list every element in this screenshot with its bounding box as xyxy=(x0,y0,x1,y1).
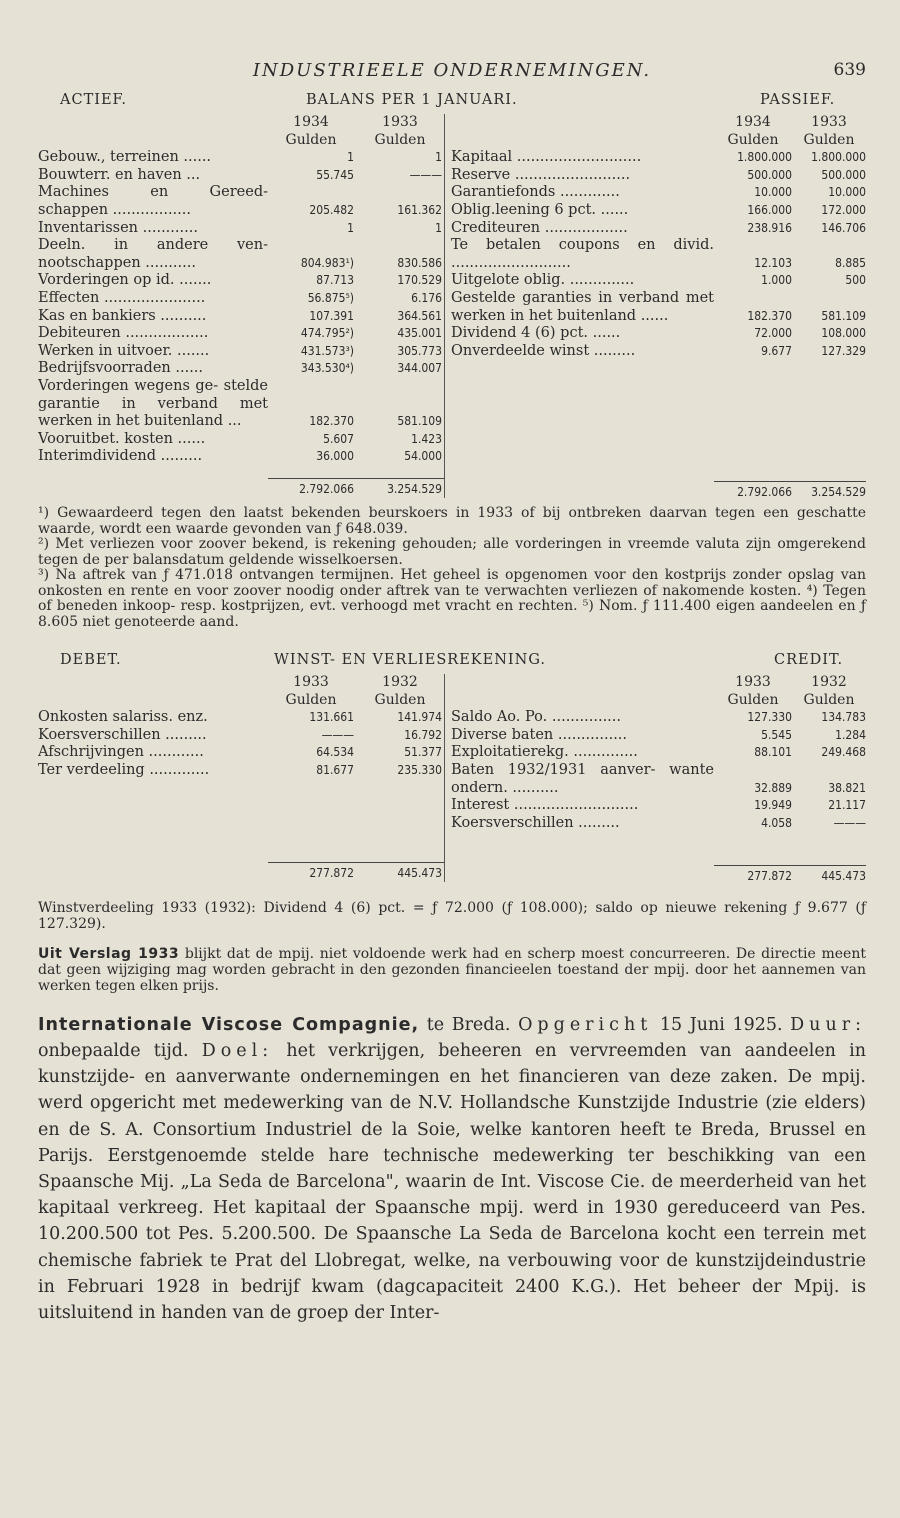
credit-total-1932: 445.473 xyxy=(792,865,866,886)
asset-value-1: 36.000 xyxy=(316,449,354,464)
asset-label: Effecten ...................... xyxy=(38,289,206,306)
credit-value-2: 38.821 xyxy=(828,780,866,795)
balance-headings xyxy=(38,92,866,114)
liability-row xyxy=(451,237,866,272)
debit-label: Afschrijvingen ............ xyxy=(38,744,204,761)
asset-value-2: 170.529 xyxy=(397,273,442,288)
asset-value-1: 205.482 xyxy=(309,202,354,217)
asset-value-1: 1 xyxy=(347,220,354,235)
liability-value-1: 10.000 xyxy=(754,185,792,200)
liabilities-heading: PASSIEF. xyxy=(760,92,836,108)
assets-total-1934: 2.792.066 xyxy=(268,478,358,499)
asset-label: Bedrijfsvoorraden ...... xyxy=(38,360,204,377)
liability-label: Onverdeelde winst ......... xyxy=(451,342,636,359)
debit-heading: DEBET. xyxy=(60,652,122,669)
liability-row xyxy=(451,167,866,185)
liability-value-2: 500 xyxy=(845,273,866,288)
asset-value-2: 161.362 xyxy=(397,202,442,217)
liability-label: Uitgelote oblig. .............. xyxy=(451,272,635,289)
asset-value-2: 435.001 xyxy=(397,326,442,341)
page-title: INDUSTRIEELE ONDERNEMINGEN. xyxy=(252,60,652,81)
liability-value-2: 8.885 xyxy=(835,255,866,270)
asset-value-2: 581.109 xyxy=(397,414,442,429)
company-entry xyxy=(38,1012,866,1326)
liability-row xyxy=(451,343,866,361)
asset-value-1: 431.573³) xyxy=(300,343,354,358)
liability-value-1: 238.916 xyxy=(747,220,792,235)
asset-value-1: 474.795²) xyxy=(300,326,354,341)
liability-row xyxy=(451,220,866,238)
debit-value-2: 16.792 xyxy=(404,727,442,742)
liability-value-2: 581.109 xyxy=(821,308,866,323)
asset-value-2: 54.000 xyxy=(404,449,442,464)
credit-heading: CREDIT. xyxy=(774,652,844,669)
asset-value-2: 6.176 xyxy=(411,290,442,305)
liability-value-2: 108.000 xyxy=(821,326,866,341)
debit-total-1933: 277.872 xyxy=(268,862,358,883)
asset-value-2: 344.007 xyxy=(397,361,442,376)
pnl-title: WINST- EN VERLIESREKENING. xyxy=(274,652,546,669)
debit-label: Onkosten salariss. enz. xyxy=(38,709,208,726)
asset-row xyxy=(38,360,444,378)
founded-label: Opgericht xyxy=(518,1014,653,1035)
debit-row xyxy=(38,762,444,780)
asset-label: Vooruitbet. kosten ...... xyxy=(38,430,206,447)
credit-value-1: 32.889 xyxy=(754,780,792,795)
running-head xyxy=(38,52,866,92)
liability-value-1: 1.000 xyxy=(761,273,792,288)
debit-value-2: 141.974 xyxy=(397,710,442,725)
liability-label: Oblig.leening 6 pct. ...... xyxy=(451,201,629,218)
liability-label: Gestelde garanties in verband met werken in het buitenland ...... xyxy=(451,289,714,324)
pnl-headings xyxy=(38,652,866,674)
liability-value-2: 10.000 xyxy=(828,185,866,200)
liability-row xyxy=(451,202,866,220)
credit-label: Baten 1932/1931 aanver- wante ondern. .......... xyxy=(451,762,714,796)
assets-year-header: 1934 1933 xyxy=(293,114,418,130)
page xyxy=(38,52,866,1326)
assets-total-row xyxy=(38,478,444,499)
asset-label: Deeln. in andere ven- nootschappen ........... xyxy=(38,237,268,271)
asset-row xyxy=(38,431,444,449)
footnote: ²) Met verliezen voor zoover bekend, is rekening gehouden; alle vorderingen in vreemde valuta zijn omgerekend tegen de per balansdatum geldende wisselkoersen. xyxy=(38,536,866,568)
asset-row xyxy=(38,220,444,238)
credit-row xyxy=(451,815,866,833)
asset-row xyxy=(38,149,444,167)
liabilities-column xyxy=(445,114,866,498)
founded-value: 15 Juni 1925. xyxy=(652,1014,791,1035)
debit-row xyxy=(38,709,444,727)
asset-row xyxy=(38,343,444,361)
asset-value-1: 1 xyxy=(347,150,354,165)
footnote: ¹) Gewaardeerd tegen den laatst bekenden beurskoers in 1933 of bij ontbreken daarvan tegen een geschatte waarde, wordt een waarde gevonden van ƒ 648.039. xyxy=(38,505,866,537)
debit-row xyxy=(38,744,444,762)
duration-label: Duur: xyxy=(790,1014,866,1035)
asset-value-1: 87.713 xyxy=(316,273,354,288)
debit-column xyxy=(38,674,445,882)
asset-row xyxy=(38,325,444,343)
liability-value-2: 146.706 xyxy=(821,220,866,235)
credit-label: Diverse baten ............... xyxy=(451,726,628,743)
asset-label: Gebouw., terreinen ...... xyxy=(38,149,212,166)
credit-label: Exploitatierekg. .............. xyxy=(451,744,638,761)
liability-row xyxy=(451,149,866,167)
asset-row xyxy=(38,290,444,308)
page-number: 639 xyxy=(833,60,866,80)
balance-title: BALANS PER 1 JANUARI. xyxy=(306,92,518,108)
company-name: Internationale Viscose Compagnie, xyxy=(38,1014,420,1035)
credit-unit-header: Gulden Gulden xyxy=(727,691,855,708)
credit-label: Koersverschillen ......... xyxy=(451,814,620,831)
asset-value-1: 5.607 xyxy=(323,431,354,446)
assets-unit-header: Gulden Gulden xyxy=(285,131,426,148)
asset-label: Kas en bankiers .......... xyxy=(38,307,207,324)
profit-distribution: Winstverdeeling 1933 (1932): Dividend 4 (6) pct. = ƒ 72.000 (ƒ 108.000); saldo op nieuwe rekening ƒ 9.677 (ƒ 127.329). xyxy=(38,899,866,932)
liability-label: Te betalen coupons en divid. .......................... xyxy=(451,237,714,271)
debit-total-row xyxy=(38,862,444,883)
asset-row xyxy=(38,167,444,185)
debit-label: Ter verdeeling ............. xyxy=(38,762,210,779)
asset-value-1: 343.530⁴) xyxy=(300,361,354,376)
liability-row xyxy=(451,184,866,202)
asset-value-2: 305.773 xyxy=(397,343,442,358)
asset-row xyxy=(38,378,444,431)
asset-value-1: 804.983¹) xyxy=(300,255,354,270)
balance-sheet xyxy=(38,92,866,502)
liability-value-1: 72.000 xyxy=(754,326,792,341)
duration-value: onbepaalde tijd. xyxy=(38,1041,202,1062)
asset-label: Vorderingen wegens ge- stelde garantie in verband met werken in het buitenland ... xyxy=(38,377,268,430)
assets-heading: ACTIEF. xyxy=(60,92,127,108)
debit-unit-header: Gulden Gulden xyxy=(285,691,426,708)
debit-total-1932: 445.473 xyxy=(358,862,444,883)
purpose-label: Doel: xyxy=(201,1041,274,1062)
liability-value-2: 127.329 xyxy=(821,343,866,358)
asset-label: Bouwterr. en haven ... xyxy=(38,166,201,183)
credit-column xyxy=(445,674,866,882)
company-location: te Breda. xyxy=(419,1014,519,1035)
liability-value-1: 182.370 xyxy=(747,308,792,323)
debit-row xyxy=(38,727,444,745)
asset-label: Werken in uitvoer. ....... xyxy=(38,342,210,359)
debit-value-1: ——— xyxy=(321,727,354,742)
liability-value-1: 1.800.000 xyxy=(737,150,792,165)
profit-loss-account xyxy=(38,652,866,886)
debit-value-1: 131.661 xyxy=(309,710,354,725)
asset-row xyxy=(38,308,444,326)
liability-label: Crediteuren .................. xyxy=(451,219,628,236)
credit-total-1933: 277.872 xyxy=(714,865,792,886)
liability-label: Garantiefonds ............. xyxy=(451,184,620,201)
debit-value-1: 81.677 xyxy=(316,763,354,778)
asset-value-2: 1 xyxy=(435,220,442,235)
credit-label: Interest ........................... xyxy=(451,797,639,814)
report-text: blijkt dat de mpij. niet voldoende werk had en scherp moest concurreeren. De directie meent dat geen wijziging mag worden gebracht in den gezonden financieelen toestand der mpij. door het aannemen van werken tegen elken prijs. xyxy=(38,945,866,994)
footnote: ³) Na aftrek van ƒ 471.018 ontvangen termijnen. Het geheel is opgenomen voor den kostprijs zonder opslag van onkosten en rente en voor zoover noodig onder aftrek van te verwachten verliezen of nakomende kosten. ⁴) Tegen of beneden inkoop- resp. kostprijzen, evt. verhoogd met vracht en rechten. ⁵) Nom. ƒ 111.400 eigen aandeelen en ƒ 8.605 niet genoteerde aand. xyxy=(38,567,866,630)
debit-label: Koersverschillen ......... xyxy=(38,726,207,743)
asset-value-2: 1 xyxy=(435,150,442,165)
credit-row xyxy=(451,762,866,797)
liabilities-unit-header: Gulden Gulden xyxy=(727,131,855,148)
credit-label: Saldo Ao. Po. ............... xyxy=(451,709,621,726)
liabilities-total-1934: 2.792.066 xyxy=(714,481,792,502)
credit-value-1: 5.545 xyxy=(761,727,792,742)
liability-row xyxy=(451,272,866,290)
asset-row xyxy=(38,184,444,219)
liability-value-1: 166.000 xyxy=(747,202,792,217)
liability-value-2: 500.000 xyxy=(821,167,866,182)
debit-value-2: 235.330 xyxy=(397,763,442,778)
debit-value-1: 64.534 xyxy=(316,745,354,760)
footnotes xyxy=(38,506,866,630)
asset-value-1: 182.370 xyxy=(309,414,354,429)
credit-value-2: 1.284 xyxy=(835,727,866,742)
liability-label: Kapitaal ........................... xyxy=(451,149,642,166)
asset-label: Interimdividend ......... xyxy=(38,448,203,465)
asset-value-2: 364.561 xyxy=(397,308,442,323)
asset-value-2: ——— xyxy=(409,167,442,182)
liabilities-total-1933: 3.254.529 xyxy=(792,481,866,502)
asset-value-1: 56.875⁵) xyxy=(307,290,354,305)
liability-value-2: 1.800.000 xyxy=(811,150,866,165)
credit-value-1: 19.949 xyxy=(754,798,792,813)
asset-value-2: 830.586 xyxy=(397,255,442,270)
asset-label: Vorderingen op id. ....... xyxy=(38,272,212,289)
debit-year-header: 1933 1932 xyxy=(293,674,418,691)
credit-row xyxy=(451,744,866,762)
credit-value-1: 127.330 xyxy=(747,710,792,725)
liability-row xyxy=(451,325,866,343)
credit-value-1: 88.101 xyxy=(754,745,792,760)
credit-row xyxy=(451,797,866,815)
asset-label: Inventarissen ............ xyxy=(38,219,198,236)
asset-label: Debiteuren .................. xyxy=(38,325,209,342)
credit-value-2: 249.468 xyxy=(821,745,866,760)
credit-value-2: ——— xyxy=(833,815,866,830)
credit-value-2: 21.117 xyxy=(828,798,866,813)
asset-row xyxy=(38,272,444,290)
credit-row xyxy=(451,727,866,745)
assets-total-1933: 3.254.529 xyxy=(358,478,444,499)
company-body: het verkrijgen, beheeren en vervreemden van aandeelen in kunstzijde- en aanverwante ondernemingen en het financieren van deze zaken. De mpij. werd opgericht met medewerking van de N.V. Hollandsche Kunstzijde Industrie (zie elders) en de S. A. Consortium Industriel de la Soie, welke kantoren heeft te Breda, Brussel en Parijs. Eerstgenoemde stelde hare technische medewerking ter beschikking van een Spaansche Mij. „La Seda de Barcelona", waarin de Int. Viscose Cie. de meerderheid van het kapitaal verkreeg. Het kapitaal der Spaansche mpij. werd in 1930 gereduceerd van Pes. 10.200.500 tot Pes. 5.200.500. De Spaansche La Seda de Barcelona kocht een terrein met chemische fabriek te Prat del Llobregat, welke, na verbouwing voor de kunstzijdeindustrie in Februari 1928 in bedrijf kwam (dagcapaciteit 2400 K.G.). Het beheer der Mpij. is uitsluitend in handen van de groep der Inter- xyxy=(38,1041,866,1324)
asset-value-1: 55.745 xyxy=(316,167,354,182)
liability-value-1: 500.000 xyxy=(747,167,792,182)
asset-label: Machines en Gereed- schappen ................. xyxy=(38,184,268,218)
asset-row xyxy=(38,448,444,466)
liability-label: Reserve ......................... xyxy=(451,166,631,183)
liability-value-2: 172.000 xyxy=(821,202,866,217)
assets-column xyxy=(38,114,445,498)
liability-label: Dividend 4 (6) pct. ...... xyxy=(451,325,621,342)
credit-value-2: 134.783 xyxy=(821,710,866,725)
asset-row xyxy=(38,237,444,272)
liabilities-year-header: 1934 1933 xyxy=(735,114,847,130)
asset-value-2: 1.423 xyxy=(411,431,442,446)
credit-year-header: 1933 1932 xyxy=(735,674,847,691)
credit-row xyxy=(451,709,866,727)
debit-value-2: 51.377 xyxy=(404,745,442,760)
liability-row xyxy=(451,290,866,325)
liability-value-1: 12.103 xyxy=(754,255,792,270)
liability-value-1: 9.677 xyxy=(761,343,792,358)
annual-report-note xyxy=(38,946,866,994)
asset-value-1: 107.391 xyxy=(309,308,354,323)
credit-value-1: 4.058 xyxy=(761,815,792,830)
report-lead: Uit Verslag 1933 xyxy=(38,945,180,962)
